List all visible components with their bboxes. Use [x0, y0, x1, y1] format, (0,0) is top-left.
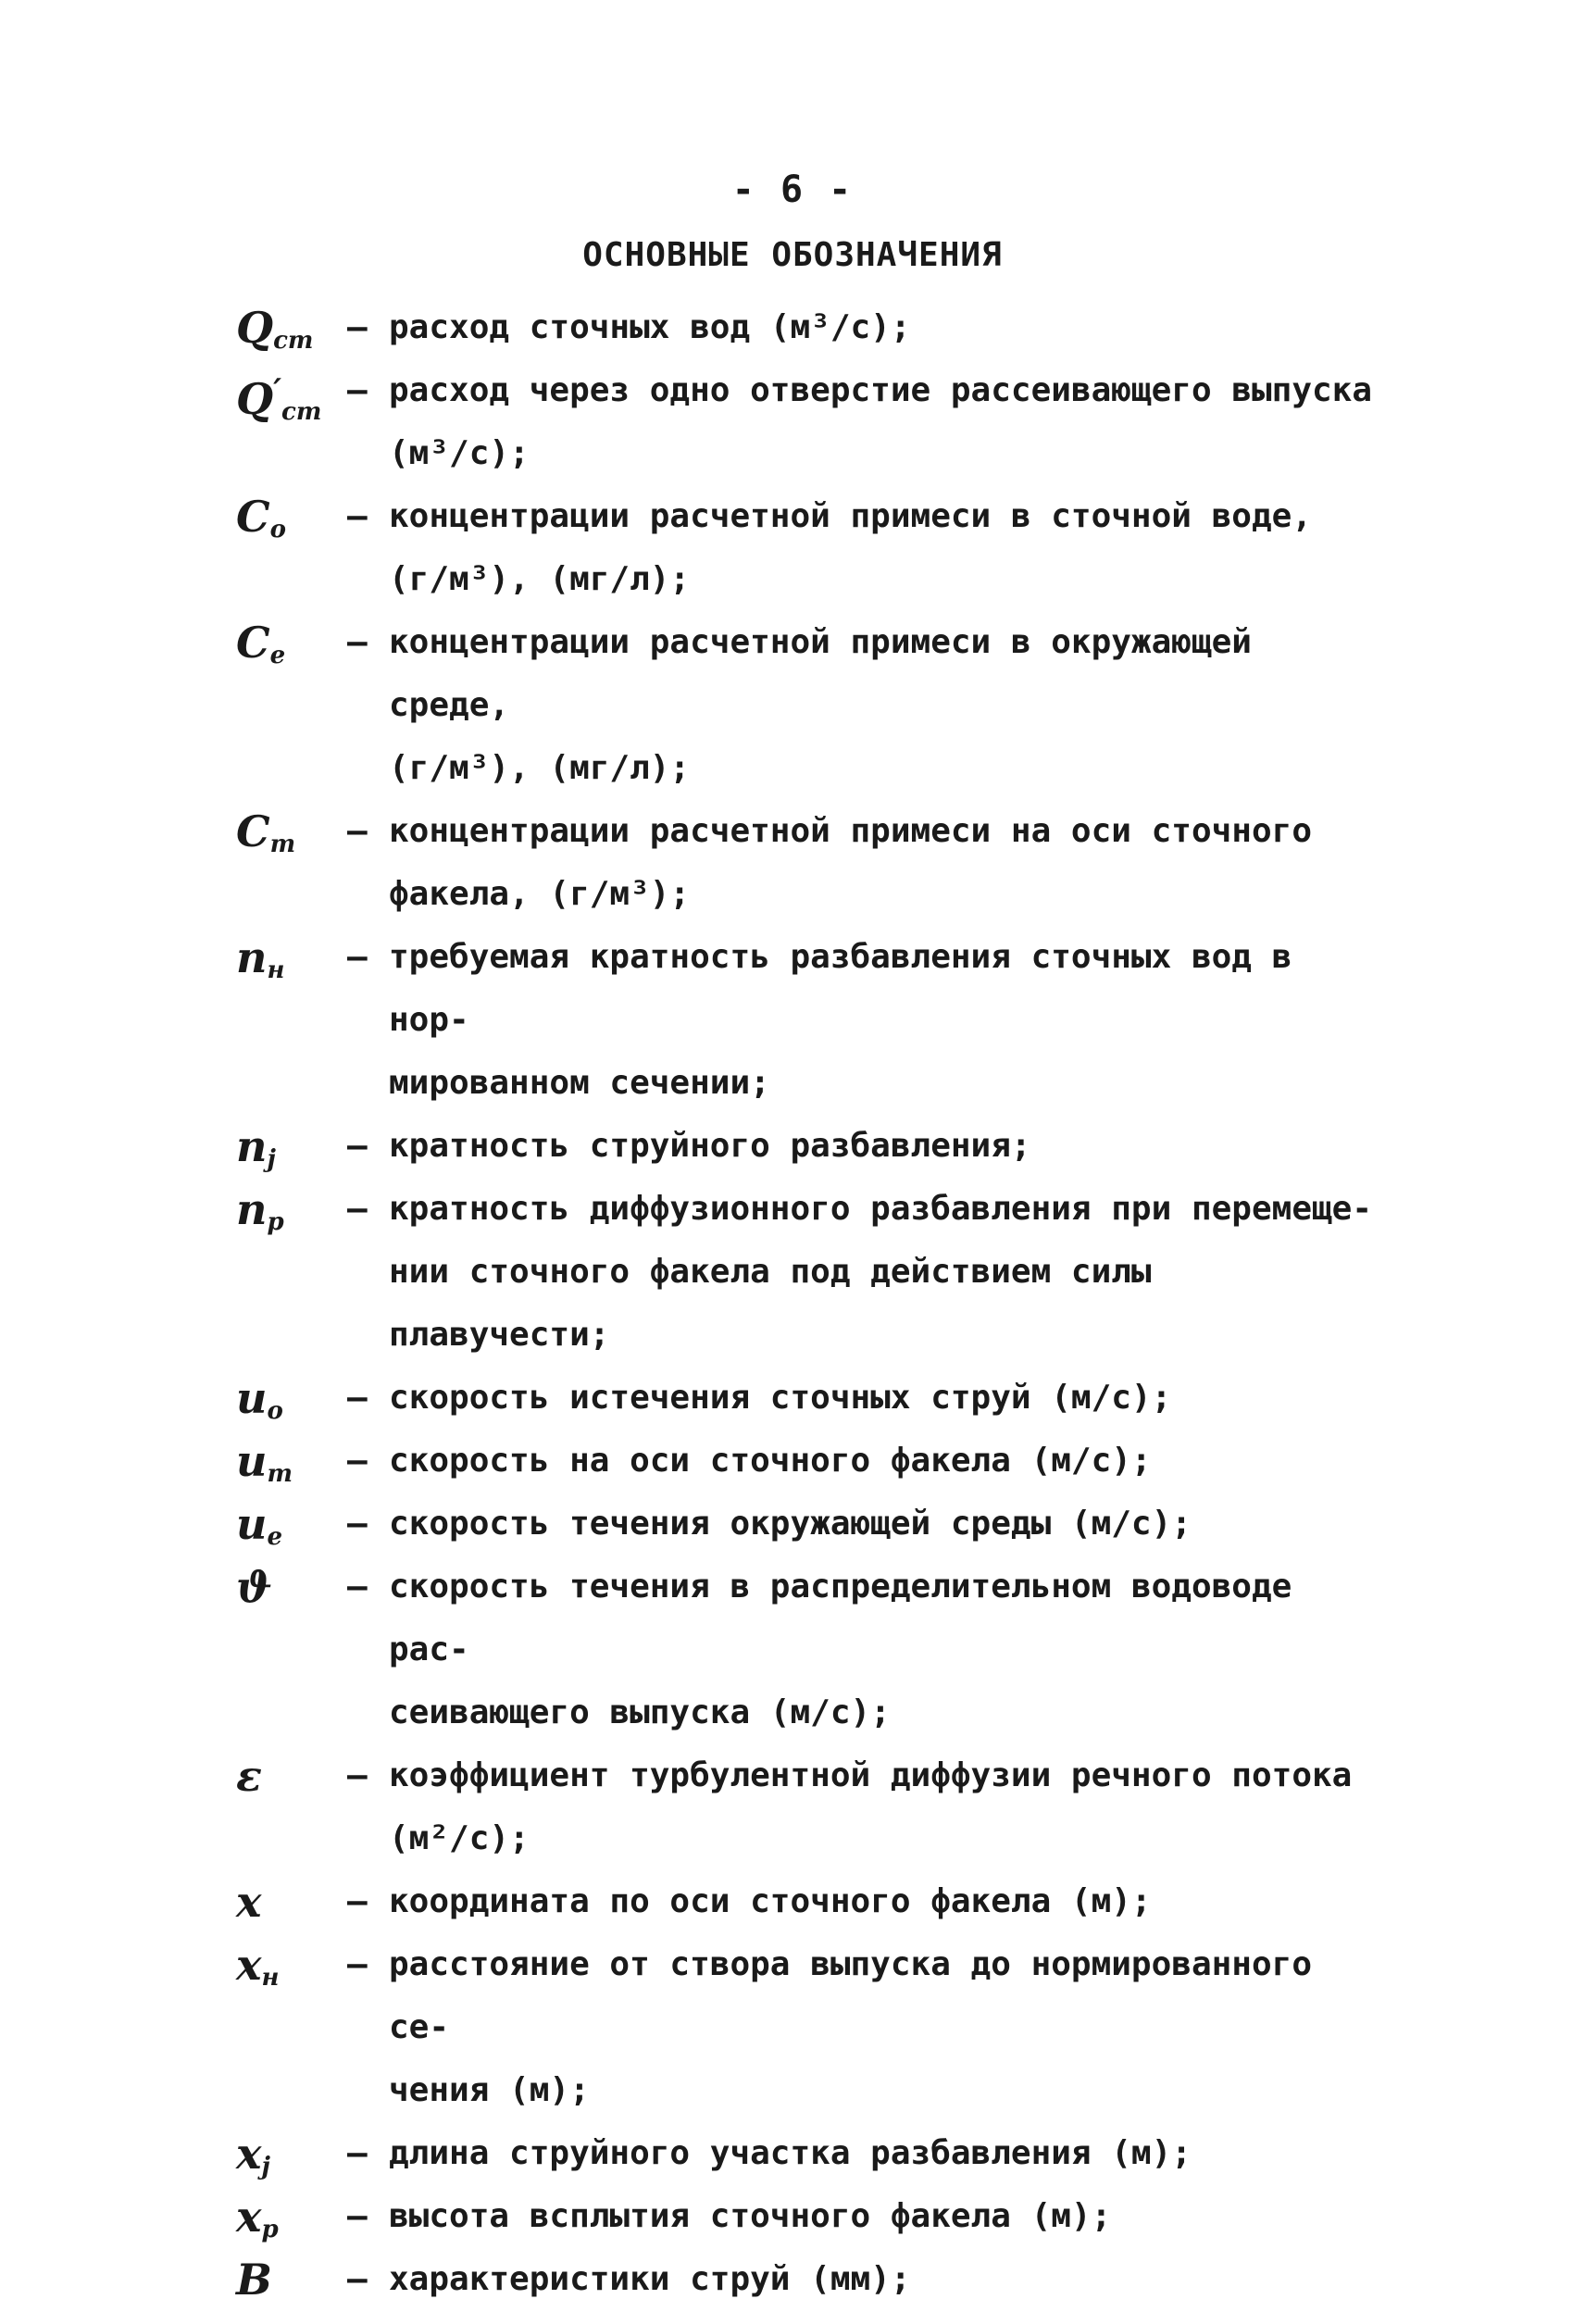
notation-list	[236, 296, 1375, 2311]
list-item	[236, 1367, 1375, 1430]
notation-symbol: x	[236, 1877, 262, 1927]
list-item	[236, 485, 1375, 611]
notation-description: кратность струйного разбавления;	[389, 1127, 1031, 1165]
list-item	[236, 1933, 1375, 2122]
notation-description: расход сточных вод (м³/с);	[389, 308, 911, 346]
notation-symbol: $x_j$	[236, 2129, 270, 2180]
notation-description: требуемая кратность разбавления сточных вод в нор- мированном сечении;	[389, 938, 1292, 1102]
notation-symbol: $u_е$	[236, 1499, 282, 1551]
notation-symbol: ε	[236, 1751, 262, 1801]
list-item	[236, 2185, 1375, 2248]
notation-description: скорость течения окружающей среды (м/с);	[389, 1505, 1192, 1543]
list-item	[236, 1744, 1375, 1870]
dash-separator: –	[347, 1127, 368, 1165]
notation-description: коэффициент турбулентной диффузии речного потока (м²/с);	[389, 1756, 1353, 1857]
dash-separator: –	[347, 497, 368, 535]
notation-description: концентрации расчетной примеси в сточной воде, (г/м³), (мг/л);	[389, 497, 1312, 598]
notation-description: кратность диффузионного разбавления при перемеще- нии сточного факела под действием силы плавучести;	[389, 1190, 1373, 1354]
list-item	[236, 1493, 1375, 1556]
dash-separator: –	[347, 812, 368, 850]
notation-description: высота всплытия сточного факела (м);	[389, 2197, 1112, 2235]
notation-symbol: $n_н$	[236, 932, 285, 984]
dash-separator: –	[347, 308, 368, 346]
notation-symbol: $n_j$	[236, 1121, 276, 1173]
dash-separator: –	[347, 1190, 368, 1228]
list-item	[236, 1430, 1375, 1493]
list-item	[236, 1870, 1375, 1933]
notation-symbol: $x_р$	[236, 2192, 279, 2243]
notation-description: концентрации расчетной примеси на оси сточного факела, (г/м³);	[389, 812, 1312, 913]
dash-separator: –	[347, 1442, 368, 1480]
list-item	[236, 296, 1375, 359]
dash-separator: –	[347, 938, 368, 976]
notation-description: скорость на оси сточного факела (м/с);	[389, 1442, 1152, 1480]
notation-description: характеристики струй (мм);	[389, 2260, 911, 2298]
notation-symbol: ϑ	[236, 1562, 273, 1612]
notation-symbol: $Q'_{ст}$	[236, 372, 322, 426]
list-item	[236, 2248, 1375, 2311]
dash-separator: –	[347, 371, 368, 409]
notation-symbol: $C_m$	[236, 806, 296, 858]
notation-symbol: $u_о$	[236, 1373, 283, 1425]
list-item	[236, 800, 1375, 926]
notation-symbol: $C_о$	[236, 492, 286, 544]
notation-description: расстояние от створа выпуска до нормированного се- чения (м);	[389, 1945, 1312, 2109]
list-item	[236, 359, 1375, 485]
dash-separator: –	[347, 1568, 368, 1606]
dash-separator: –	[347, 1505, 368, 1543]
notation-description: координата по оси сточного факела (м);	[389, 1882, 1152, 1920]
list-item	[236, 1115, 1375, 1178]
notation-description: концентрации расчетной примеси в окружающей среде, (г/м³), (мг/л);	[389, 623, 1252, 787]
notation-symbol: B	[236, 2255, 272, 2305]
page-number: - 6 -	[731, 169, 854, 211]
dash-separator: –	[347, 1945, 368, 1983]
notation-symbol: $Q_{ст}$	[236, 303, 314, 355]
dash-separator: –	[347, 1379, 368, 1417]
list-item	[236, 2122, 1375, 2185]
list-item	[236, 1556, 1375, 1744]
notation-description: скорость истечения сточных струй (м/с);	[389, 1379, 1172, 1417]
notation-description: расход через одно отверстие рассеивающего выпуска (м³/с);	[389, 371, 1373, 472]
notation-symbol: $x_н$	[236, 1940, 280, 1992]
notation-symbol: $u_m$	[236, 1436, 293, 1488]
notation-description: длина струйного участка разбавления (м);	[389, 2134, 1192, 2172]
dash-separator: –	[347, 2134, 368, 2172]
list-item	[236, 611, 1375, 800]
notation-description: скорость течения в распределительном водоводе рас- сеивающего выпуска (м/с);	[389, 1568, 1292, 1731]
dash-separator: –	[347, 623, 368, 661]
notation-symbol: $C_е$	[236, 618, 286, 669]
dash-separator: –	[347, 2197, 368, 2235]
list-item	[236, 1178, 1375, 1367]
notation-symbol: $n_р$	[236, 1184, 284, 1236]
dash-separator: –	[347, 2260, 368, 2298]
dash-separator: –	[347, 1756, 368, 1794]
list-item	[236, 926, 1375, 1115]
dash-separator: –	[347, 1882, 368, 1920]
page-title: ОСНОВНЫЕ ОБОЗНАЧЕНИЯ	[582, 236, 1003, 274]
